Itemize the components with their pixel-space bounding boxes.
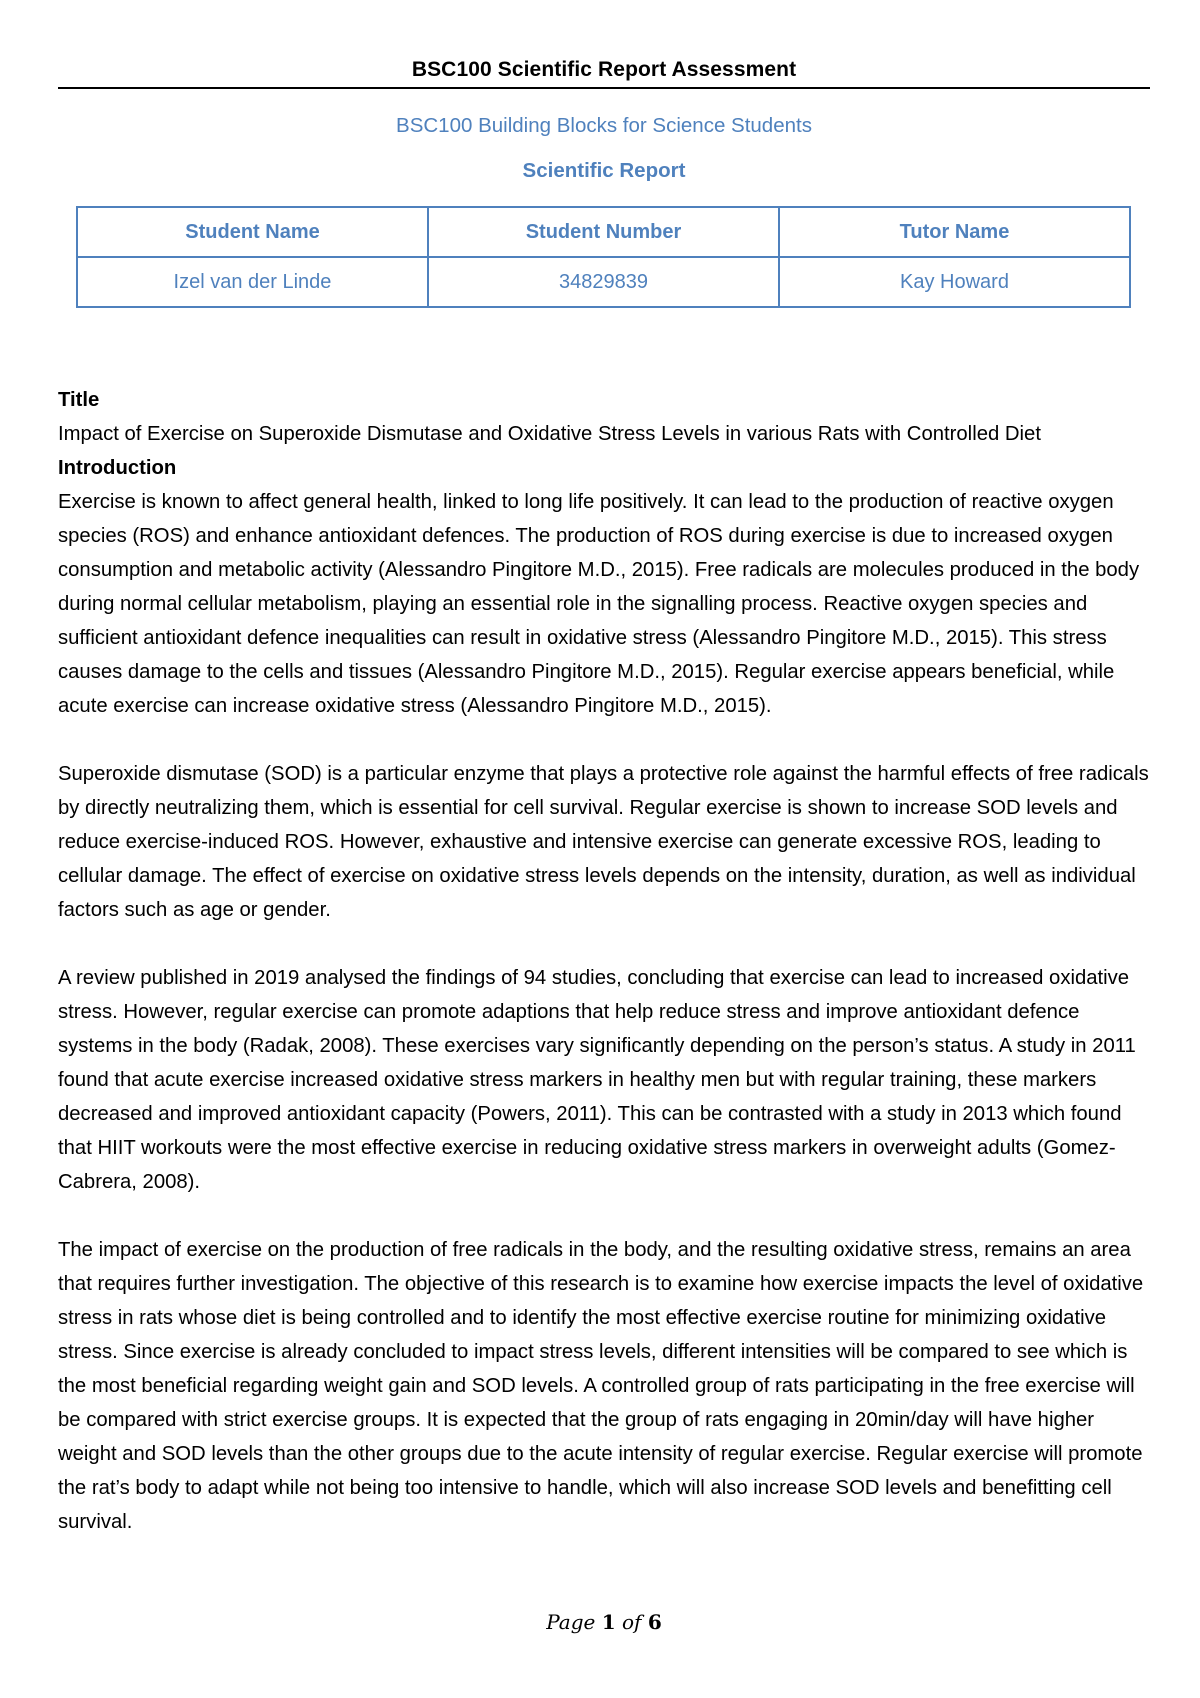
- header-tutor-name: Tutor Name: [779, 207, 1130, 257]
- intro-paragraph-3: A review published in 2019 analysed the findings of 94 studies, concluding that exercise can lead to increased oxidative stress. However, regular exercise can promote adaptions that help reduce stress and improve antioxidant defence systems in the body (Radak, 2008). These exercises vary significantly depending on the person’s status. A study in 2011 found that acute exercise increased oxidative stress markers in healthy men but with regular training, these markers decreased and improved antioxidant capacity (Powers, 2011). This can be contrasted with a study in 2013 which found that HIIT workouts were the most effective exercise in reducing oxidative stress markers in overweight adults (Gomez-Cabrera, 2008).: [58, 967, 1136, 1193]
- footer-of-word: of: [622, 1610, 642, 1634]
- intro-paragraph-2: Superoxide dismutase (SOD) is a particular enzyme that plays a protective role against the harmful effects of free radicals by directly neutralizing them, which is essential for cell survival. Regular exercise is shown to increase SOD levels and reduce exercise-induced ROS. However, exhaustive and intensive exercise can generate excessive ROS, leading to cellular damage. The effect of exercise on oxidative stress levels depends on the intensity, duration, as well as individual factors such as age or gender.: [58, 763, 1149, 921]
- value-student-number: 34829839: [428, 257, 779, 307]
- intro-paragraph-1: Exercise is known to affect general health, linked to long life positively. It can lead to the production of reactive oxygen species (ROS) and enhance antioxidant defences. The production of ROS during exercise is due to increased oxygen consumption and metabolic activity (Alessandro Pingitore M.D., 2015). Free radicals are molecules produced in the body during normal cellular metabolism, playing an essential role in the signalling process. Reactive oxygen species and sufficient antioxidant defence inequalities can result in oxidative stress (Alessandro Pingitore M.D., 2015). This stress causes damage to the cells and tissues (Alessandro Pingitore M.D., 2015). Regular exercise appears beneficial, while acute exercise can increase oxidative stress (Alessandro Pingitore M.D., 2015).: [58, 491, 1140, 717]
- report-title-text: Impact of Exercise on Superoxide Dismutase and Oxidative Stress Levels in various Rats with Controlled Diet: [58, 423, 1041, 445]
- value-student-name: Izel van der Linde: [77, 257, 428, 307]
- student-table-header-row: [77, 207, 1130, 257]
- footer-page-word: Page: [546, 1610, 596, 1634]
- header-divider: [58, 87, 1150, 89]
- footer-total-pages: 6: [647, 1610, 662, 1634]
- page-footer: [58, 1610, 1150, 1634]
- student-table-value-row: [77, 257, 1130, 307]
- value-tutor-name: Kay Howard: [779, 257, 1130, 307]
- header-student-number: Student Number: [428, 207, 779, 257]
- student-info-table: [76, 206, 1131, 308]
- title-heading: Title: [58, 389, 100, 411]
- footer-current-page: 1: [601, 1610, 616, 1634]
- introduction-heading: Introduction: [58, 457, 177, 479]
- paragraph-spacer: [58, 723, 1150, 757]
- course-title: BSC100 Building Blocks for Science Students: [396, 114, 812, 137]
- page-header-title: BSC100 Scientific Report Assessment: [411, 58, 797, 81]
- header-student-name: Student Name: [77, 207, 428, 257]
- report-type-title: Scientific Report: [522, 159, 686, 182]
- paragraph-spacer: [58, 1199, 1150, 1233]
- report-body: [58, 383, 1150, 1539]
- paragraph-spacer: [58, 927, 1150, 961]
- intro-paragraph-4: The impact of exercise on the production of free radicals in the body, and the resulting oxidative stress, remains an area that requires further investigation. The objective of this research is to examine how exercise impacts the level of oxidative stress in rats whose diet is being controlled and to identify the most effective exercise routine for minimizing oxidative stress. Since exercise is already concluded to impact stress levels, different intensities will be compared to see which is the most beneficial regarding weight gain and SOD levels. A controlled group of rats participating in the free exercise will be compared with strict exercise groups. It is expected that the group of rats engaging in 20min/day will have higher weight and SOD levels than the other groups due to the acute intensity of regular exercise. Regular exercise will promote the rat’s body to adapt while not being too intensive to handle, which will also increase SOD levels and benefitting cell survival.: [58, 1239, 1144, 1533]
